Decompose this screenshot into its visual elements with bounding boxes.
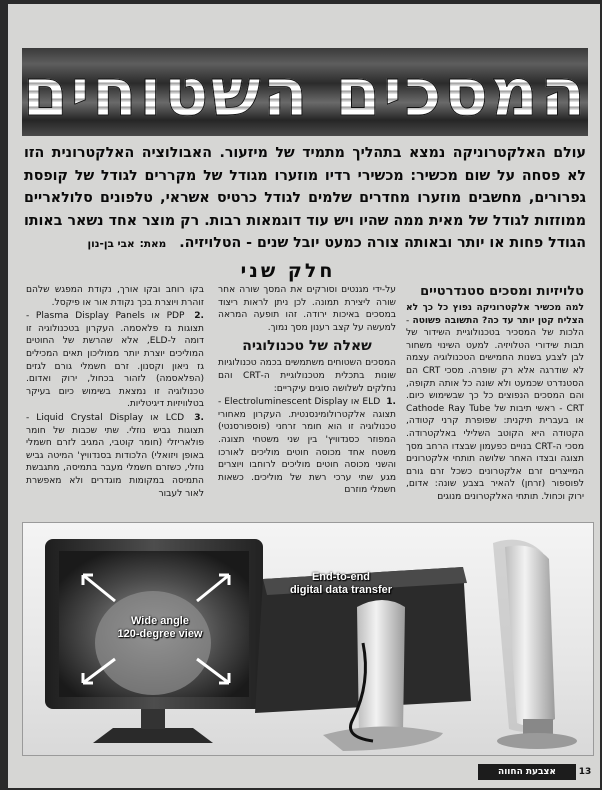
list-item-pdp (26, 310, 204, 411)
part-title: חלק שני (240, 260, 336, 282)
magazine-name: אצבעת החווה (498, 767, 556, 777)
byline-name: אבי בן-נון (87, 238, 135, 250)
list-number: .2 (194, 311, 204, 322)
monitor-front (45, 539, 263, 743)
list-item-lcd (26, 412, 204, 500)
section-heading-technology: שאלה של טכנולוגיה (242, 338, 372, 355)
wide-angle-label: Wide angle 120-degree view (117, 615, 203, 640)
column-left (26, 284, 204, 524)
paragraph: בקו רוחב ובקו אורך, נקודת המפגש שלהם זוהרת ויוצרת בכך נקודת אור או פיקסל. (26, 285, 204, 308)
list-number: .1 (386, 397, 396, 408)
list-item-text: ELD או Electroluminescent Display - תצוגה אלקטרולומינסנטית. העקרון מאחורי טכנולוגיה זו הוא חומר זרחני (פוספורסנטי) המפוזר כסנדוויץ' בין שני משטחי תצוגה. משטח אחד מכוסה חוטים מוליכים לאורכו והשני מכוסה חוטים מוליכים לרוחבו ויוצרים מגע שתי ערכי רשת של מוליכים. כשאות חשמלי מוזרם (218, 397, 396, 496)
paragraph: המסכים השטוחים משתמשים בכמה טכנולוגיות שונות בתכלית מטכנולוגיית ה-CRT והם נחלקים לשלושה סוגים עיקריים: (218, 358, 396, 394)
lead-text: עולם האלקטרוניקה נמצא בתהליך מתמיד של מיזעור. האבולוציה האלקטרונית הזו לא פסחה על שום מכשיר: מכשירי רדיו מוזערו מגודל של מקררים לגודל של קופסת גפרורים, מחשבים מוזערו מחדרים שלמים לגודל כרטיס אשראי, טלפונים סלולאריים ממוזזות לגודל של מאית ממה שהיו ויש עוד דוגמאות רבות. רק מוצר אחד נשאר באותו הגודל פחות או יותר ובאותה צורה כמעט יובל שנים - הטלויזיה. (24, 145, 586, 251)
list-item-eld (218, 396, 396, 497)
page-number: 13 (576, 764, 594, 780)
digital-transfer-label: End-to-end digital data transfer (289, 571, 393, 596)
section-intro: למה מכשיר אלקטרוניקה נפוץ כל כך לא הצליח קטן יותר עד כה? התשובה פשוטה (406, 303, 584, 326)
page-footer (478, 764, 594, 780)
flat-monitors-photo (22, 522, 594, 756)
list-number: .3 (194, 412, 204, 423)
column-middle (218, 284, 396, 524)
byline-label: מאת: (139, 238, 167, 250)
column-right (406, 284, 584, 524)
section-body: - הלכות של המסכיר בטכנולוגיית השידור של תבות שידורי הטלויזיה. למעט השינוי משחור לבן לצבע בשנות החמישים הטכנולוגיה עצמה לא שודרגה אלא רק שופרה. מסכי CRT הם הסטנדרט שכמעט ולא שונה כל אותה תקופה, והם המסכים הנפוצים כל כך שבשימוש כיום. CRT - ראשי תיבות של Cathode Ray Tube או בעברית תיקנית: שפופרת קרני קטודה, הקטודה היא הקוטב השלילי באלקטרודה. מסכי ה-CRT בנויים כפעמון שבצדו הרחב מסך תצוגה ובצדו האחר שלושה תותחי אלקטרונים המייצרים זרם אלקטרונים כשכל זרם גורם לפוספור (זרחן) להאיר בצבע שונה: אדום, ירוק וכחול. תותחי האלקטרונים מנוגים (406, 315, 584, 502)
headline: המסכים השטוחים (22, 53, 588, 131)
magazine-page (8, 4, 600, 788)
section-heading-standard-screens: טלויזיות ומסכים סטנדרטיים (420, 284, 584, 299)
lead-paragraph (24, 142, 586, 256)
monitors-illustration (23, 523, 594, 756)
list-item-text: LCD או Liquid Crystal Display - תצוגות גביש נוזלי. שתי שכבות של חומר פולאריזלי (חומר קוטבי, המגיב לזרם חשמלי באופן ויזואלי) הלכודות בסנדוויץ' המיטה גביש נוזלי, כשזרם חשמלי מעבר בתמיסה, מתגבשת התמיסה במקומות מוגדרים ולא מאפשרת לאור לעבור (26, 412, 204, 499)
list-item-text: PDP או Plasma Display Panels - תצוגות גז פלאסמה. העקרון בטכנולוגיה זו דומה ל-ELD, אלא שהרשת של החוטים המוליכים יוצרת יותר ממוליכון תאים המכילים גז ניאון וקסנון. זרם חשמלי גורם לגזים (הפלאסמה) לזהור בכחול, ירוק ואדום. טכנולוגיה זו נמצאת בשימוש כיום בעיקר בטלוויזיות דיגיטליות. (26, 311, 204, 410)
paragraph: על-ידי מגנטים וסורקים את המסך שורה אחר שורה ליצירת תמונה. לכן ניתן לראות ריצוד במסכים באיכות ירודה. זהו תופעה המראה למעשה על קצב רענון מסך נמוך. (218, 285, 396, 333)
monitor-side (493, 540, 577, 749)
headline-banner (22, 48, 588, 136)
